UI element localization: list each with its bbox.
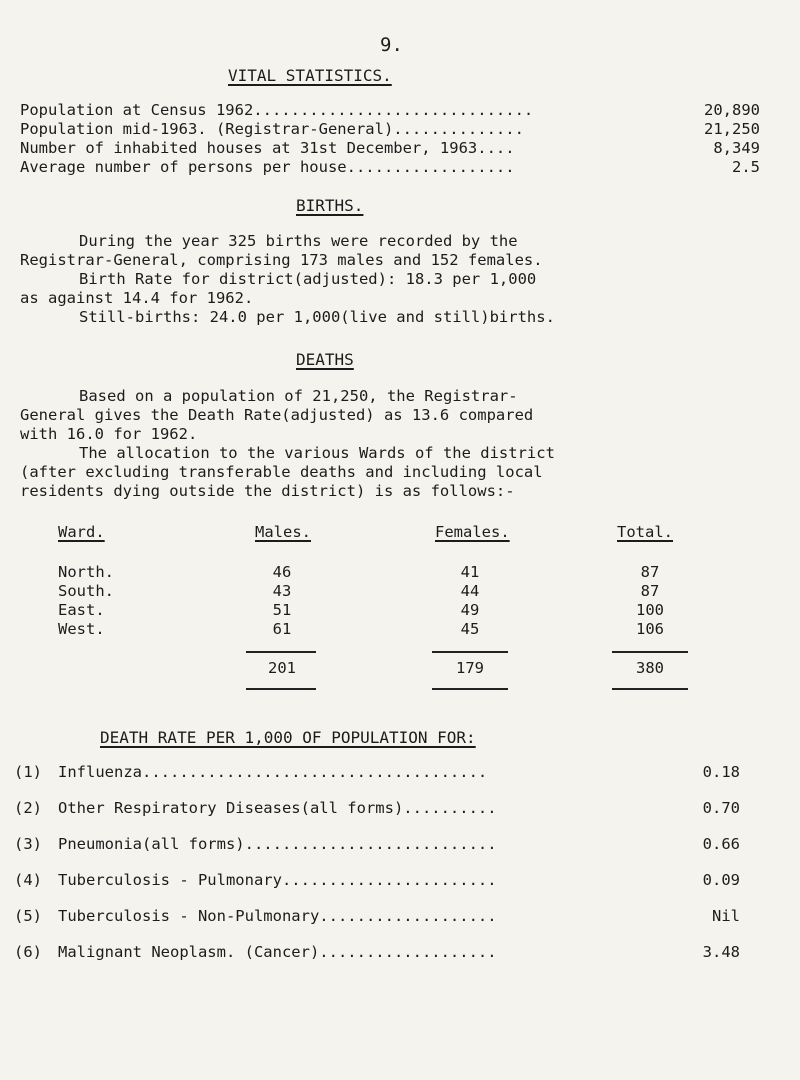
death-rate-number: (4) xyxy=(14,871,42,889)
deaths-line: General gives the Death Rate(adjusted) as 13.6 compared xyxy=(20,406,534,424)
death-rate-number: (6) xyxy=(14,943,42,961)
deaths-line: The allocation to the various Wards of the district xyxy=(79,444,555,462)
persons-per-house-label: Average number of persons per house.................. xyxy=(20,158,515,176)
table-cell-males: 46 xyxy=(272,563,292,581)
death-rate-number: (1) xyxy=(14,763,42,781)
inhabited-houses-label: Number of inhabited houses at 31st December, 1963.... xyxy=(20,139,515,157)
deaths-line: with 16.0 for 1962. xyxy=(20,425,198,443)
table-cell-total: 87 xyxy=(640,563,660,581)
table-total-females: 179 xyxy=(456,659,484,677)
page-title: VITAL STATISTICS. xyxy=(228,66,392,85)
table-cell-males: 43 xyxy=(272,582,292,600)
table-header-total: Total. xyxy=(617,523,673,541)
death-rate-label: Other Respiratory Diseases(all forms).......... xyxy=(58,799,497,817)
death-rate-value: 0.66 xyxy=(702,835,740,853)
births-line: During the year 325 births were recorded by the xyxy=(79,232,518,250)
page-number: 9. xyxy=(380,34,403,56)
death-rate-label: Pneumonia(all forms)........................... xyxy=(58,835,497,853)
table-header-ward: Ward. xyxy=(58,523,105,541)
table-cell-ward: North. xyxy=(58,563,114,581)
table-cell-females: 49 xyxy=(460,601,480,619)
death-rate-label: Influenza..................................... xyxy=(58,763,488,781)
population-census-value: 20,890 xyxy=(704,101,760,119)
death-rate-value: 3.48 xyxy=(702,943,740,961)
death-rate-label: Malignant Neoplasm. (Cancer)................... xyxy=(58,943,497,961)
death-rate-number: (2) xyxy=(14,799,42,817)
deaths-line: (after excluding transferable deaths and including local xyxy=(20,463,543,481)
table-rule xyxy=(432,651,508,653)
table-cell-total: 87 xyxy=(640,582,660,600)
population-mid-year-value: 21,250 xyxy=(704,120,760,138)
deaths-line: Based on a population of 21,250, the Registrar- xyxy=(79,387,518,405)
table-cell-females: 45 xyxy=(460,620,480,638)
persons-per-house-value: 2.5 xyxy=(732,158,760,176)
table-cell-males: 61 xyxy=(272,620,292,638)
births-line: as against 14.4 for 1962. xyxy=(20,289,254,307)
deaths-line: residents dying outside the district) is as follows:- xyxy=(20,482,515,500)
births-heading: BIRTHS. xyxy=(296,196,364,215)
table-cell-males: 51 xyxy=(272,601,292,619)
death-rate-value: 0.09 xyxy=(702,871,740,889)
table-header-males: Males. xyxy=(255,523,311,541)
table-rule xyxy=(432,688,508,690)
population-census-label: Population at Census 1962.............................. xyxy=(20,101,534,119)
table-cell-females: 44 xyxy=(460,582,480,600)
births-line: Still-births: 24.0 per 1,000(live and still)births. xyxy=(79,308,555,326)
death-rate-label: Tuberculosis - Pulmonary....................... xyxy=(58,871,497,889)
population-mid-year-label: Population mid-1963. (Registrar-General).............. xyxy=(20,120,524,138)
death-rate-number: (3) xyxy=(14,835,42,853)
table-cell-total: 106 xyxy=(636,620,664,638)
death-rate-value: Nil xyxy=(712,907,740,925)
table-header-females: Females. xyxy=(435,523,510,541)
table-total-all: 380 xyxy=(636,659,664,677)
table-rule xyxy=(246,688,316,690)
table-rule xyxy=(246,651,316,653)
deaths-heading: DEATHS xyxy=(296,350,354,369)
table-cell-total: 100 xyxy=(636,601,664,619)
death-rate-number: (5) xyxy=(14,907,42,925)
table-rule xyxy=(612,688,688,690)
table-total-males: 201 xyxy=(268,659,296,677)
table-cell-ward: West. xyxy=(58,620,105,638)
table-cell-ward: East. xyxy=(58,601,105,619)
death-rate-value: 0.18 xyxy=(702,763,740,781)
death-rate-value: 0.70 xyxy=(702,799,740,817)
table-cell-ward: South. xyxy=(58,582,114,600)
births-line: Birth Rate for district(adjusted): 18.3 per 1,000 xyxy=(79,270,537,288)
death-rate-label: Tuberculosis - Non-Pulmonary................... xyxy=(58,907,497,925)
death-rate-heading: DEATH RATE PER 1,000 OF POPULATION FOR: xyxy=(100,728,476,747)
inhabited-houses-value: 8,349 xyxy=(713,139,760,157)
table-rule xyxy=(612,651,688,653)
births-line: Registrar-General, comprising 173 males and 152 females. xyxy=(20,251,543,269)
table-cell-females: 41 xyxy=(460,563,480,581)
